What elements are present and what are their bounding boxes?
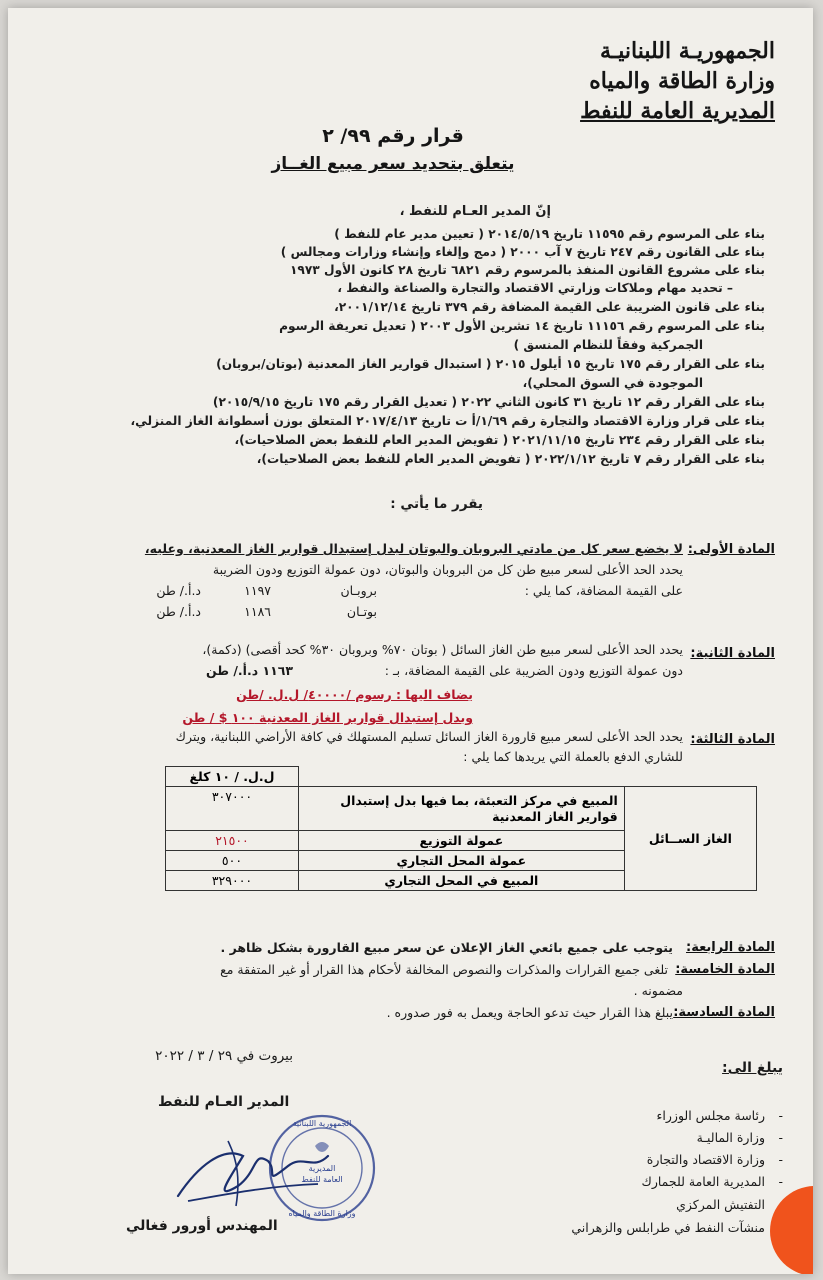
cc-item: وزارة الاقتصاد والتجارة — [646, 1152, 765, 1167]
cc-item: وزارة الماليـة — [696, 1130, 765, 1145]
article1-line2: يحدد الحد الأعلى لسعر مبيع طن كل من البروبان والبوتان، دون عمولة التوزيع ودون الضريبة — [212, 562, 683, 577]
decides-heading: يقرر ما يأتي : — [390, 496, 483, 512]
table-row — [166, 787, 757, 831]
article2-line1: يحدد الحد الأعلى لسعر مبيع طن الغاز السائل ( بوتان ٧٠% وبروبان ٣٠% كحد أقصى) (دكمة)، — [202, 642, 683, 657]
article2-label: المادة الثانية: — [690, 646, 775, 661]
signatory-title: المدير العـام للنفط — [158, 1094, 290, 1110]
stamp-text-mid1: المديرية — [308, 1164, 336, 1173]
article6-text: يبلغ هذا القرار حيث تدعو الحاجة ويعمل به فور صدوره . — [386, 1005, 673, 1020]
corner-overlay-circle — [770, 1186, 813, 1274]
cc-item: رئاسة مجلس الوزراء — [656, 1108, 765, 1123]
article2-add-fees: يضاف اليها : رسوم /٤٠٠٠٠/ ل.ل. /طن — [236, 687, 473, 702]
cc-item: التفتيش المركزي — [676, 1197, 765, 1212]
table-row-label: المبيع في المحل التجاري — [298, 871, 624, 891]
stamp-text-top: الجمهورية اللبنانية — [292, 1119, 352, 1128]
article6-label: المادة السادسة: — [673, 1005, 775, 1020]
cc-item: منشآت النفط في طرابلس والزهراني — [571, 1220, 765, 1235]
letterhead-directorate: المديرية العامة للنفط — [580, 98, 775, 124]
document-page — [8, 8, 813, 1274]
cc-bullet: - — [778, 1108, 783, 1123]
article1-line3: على القيمة المضافة، كما يلي : — [524, 583, 683, 598]
preamble-line: بناء على مشروع القانون المنفذ بالمرسوم رقم ٦٨٢١ تاريخ ٢٨ كانون الأول ١٩٧٣ — [289, 263, 765, 277]
preamble-line: بناء على قرار وزارة الاقتصاد والتجارة رقم ١/٦٩/أ ت تاريخ ٢٠١٧/٤/١٣ المتعلق بوزن أسطوانة الغاز المنزلي، — [130, 414, 765, 428]
table-row-value: ٣٢٩٠٠٠ — [166, 871, 299, 891]
decision-subject: يتعلق بتحديد سعر مبيع الغــاز — [271, 154, 515, 174]
cc-bullet: - — [778, 1152, 783, 1167]
propane-label: بروبـان — [340, 583, 377, 598]
preamble-line: بناء على المرسوم رقم ١١٥٩٥ تاريخ ٢٠١٤/٥/١٩ ( تعيين مدير عام للنفط ) — [334, 227, 765, 241]
table-group-label: الغاز الســائل — [624, 787, 756, 891]
preamble-line: الجمركية وفقاً للنظام المنسق ) — [513, 338, 703, 352]
cc-heading: يبلغ الى: — [722, 1060, 783, 1076]
preamble-line: بناء على القرار رقم ١٢ تاريخ ٣١ كانون الثاني ٢٠٢٢ ( تعديل القرار رقم ١٧٥ تاريخ ٢٠١٥/٩/١٥) — [212, 395, 765, 409]
butane-price: ١١٨٦ — [244, 604, 271, 619]
propane-unit: د.أ./ طن — [156, 583, 201, 598]
preamble-line: الموجودة في السوق المحلي)، — [522, 376, 703, 390]
article5-text-cont: مضمونه . — [633, 983, 683, 998]
article3-line1: يحدد الحد الأعلى لسعر مبيع قارورة الغاز السائل تسليم المستهلك في كافة الأراضي اللبنانية، ويترك — [175, 729, 683, 744]
letterhead — [580, 36, 775, 126]
gas-price-table — [165, 766, 757, 891]
intro-line: إنّ المدير العـام للنفط ، — [399, 204, 551, 219]
article3-label: المادة الثالثة: — [690, 732, 775, 747]
article2-line2: دون عمولة التوزيع ودون الضريبة على القيمة المضافة، بـ : — [384, 663, 683, 678]
preamble-line: بناء على المرسوم رقم ١١١٥٦ تاريخ ١٤ تشرين الأول ٢٠٠٣ ( تعديل تعريفة الرسوم — [279, 319, 765, 333]
article2-replacement-fee: وبدل إستبدال قوارير الغاز المعدنية ١٠٠ $ / طن — [182, 710, 473, 725]
preamble-line: – تحديد مهام وملاكات وزارتي الاقتصاد والتجارة والصناعة والنفط ، — [337, 281, 733, 295]
issue-date: بيروت في ٢٩ / ٣ / ٢٠٢٢ — [155, 1048, 293, 1064]
preamble-line: بناء على القرار رقم ٧ تاريخ ٢٠٢٢/١/١٢ ( تفويض المدير العام للنفط بعض الصلاحيات)، — [256, 452, 765, 466]
article4-text: يتوجب على جميع بائعي الغاز الإعلان عن سعر مبيع القارورة بشكل ظاهر . — [220, 940, 673, 955]
cc-bullet: - — [778, 1174, 783, 1189]
table-row-label: المبيع في مركز التعبئة، بما فيها بدل إستبدال قوارير الغاز المعدنية — [298, 787, 624, 831]
article5-label: المادة الخامسة: — [675, 962, 775, 977]
article2-price: ١١٦٣ د.أ./ طن — [205, 663, 293, 678]
table-header-row — [166, 767, 757, 787]
article1-line1: لا يخضع سعر كل من مادتي البروبان والبوتان لبدل إستبدال قوارير الغاز المعدنية، وعليه، — [144, 541, 683, 556]
table-row-value: ٣٠٧٠٠٠ — [166, 787, 299, 831]
table-row-label: عمولة المحل التجاري — [298, 851, 624, 871]
stamp-text-bottom: وزارة الطاقة والمياه — [288, 1209, 356, 1218]
table-row-value: ٢١٥٠٠ — [166, 831, 299, 851]
preamble-line: بناء على القرار رقم ٢٣٤ تاريخ ٢٠٢١/١١/١٥ ( تفويض المدير العام للنفط بعض الصلاحيات)، — [234, 433, 765, 447]
preamble-line: بناء على القانون رقم ٢٤٧ تاريخ ٧ آب ٢٠٠٠ ( دمج وإلغاء وإنشاء وزارات ومجالس ) — [280, 245, 765, 259]
letterhead-ministry: وزارة الطاقة والمياه — [589, 68, 775, 94]
preamble-line: بناء على قانون الضريبة على القيمة المضافة رقم ٣٧٩ تاريخ ٢٠٠١/١٢/١٤، — [334, 300, 765, 314]
butane-unit: د.أ./ طن — [156, 604, 201, 619]
article5-text: تلغى جميع القرارات والمذكرات والنصوص المخالفة لأحكام هذا القرار أو غير المتفقة مع — [220, 962, 668, 977]
handwritten-signature — [168, 1126, 338, 1216]
propane-price: ١١٩٧ — [244, 583, 271, 598]
article3-line2: للشاري الدفع بالعملة التي يريدها كما يلي : — [463, 749, 683, 764]
article1-label: المادة الأولى: — [687, 542, 775, 557]
stamp-text-mid2: العامة للنفط — [301, 1175, 343, 1184]
letterhead-republic: الجمهوريـة اللبنانيـة — [600, 38, 775, 64]
preamble-line: بناء على القرار رقم ١٧٥ تاريخ ١٥ أيلول ٢٠١٥ ( استبدال قوارير الغاز المعدنية (بوتان/بروبان) — [216, 357, 765, 371]
butane-label: بوتـان — [346, 604, 377, 619]
cc-item: المديرية العامة للجمارك — [641, 1174, 765, 1189]
cc-bullet: - — [778, 1130, 783, 1145]
table-row-value: ٥٠٠ — [166, 851, 299, 871]
signatory-name: المهندس أورور فغالي — [126, 1218, 278, 1234]
table-row-label: عمولة التوزيع — [298, 831, 624, 851]
table-unit-header: ل.ل. / ١٠ كلغ — [166, 767, 299, 787]
article4-label: المادة الرابعة: — [686, 940, 775, 955]
decision-number: قرار رقم ٩٩/ ٢ — [322, 125, 464, 147]
